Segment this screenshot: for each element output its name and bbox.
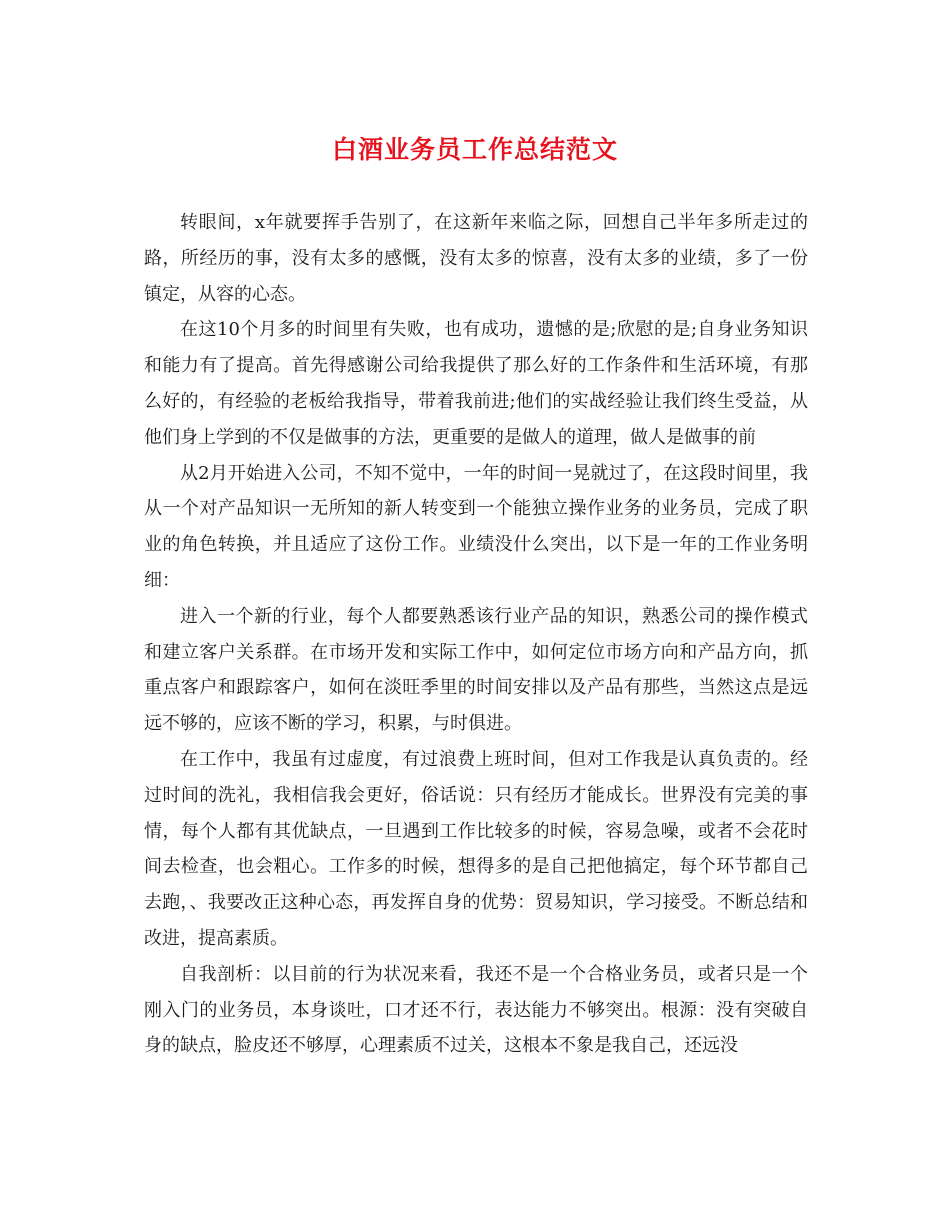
paragraph-4: 进入一个新的行业，每个人都要熟悉该行业产品的知识，熟悉公司的操作模式和建立客户关系群。在市场开发和实际工作中，如何定位市场方向和产品方向，抓重点客户和跟踪客户，如何在淡旺季里的时间安排以及产品有那些，当然这点是远远不够的，应该不断的学习，积累，与时俱进。 [144,605,808,735]
document-title: 白酒业务员工作总结范文 [331,135,618,164]
paragraph-6: 自我剖析：以目前的行为状况来看，我还不是一个合格业务员，或者只是一个刚入门的业务员，本身谈吐，口才还不行，表达能力不够突出。根源：没有突破自身的缺点，脸皮还不够厚，心理素质不过关，这根本不象是我自己，还远没 [144,963,808,1057]
paragraph-1: 转眼间，x年就要挥手告别了，在这新年来临之际，回想自己半年多所走过的路，所经历的事，没有太多的感慨，没有太多的惊喜，没有太多的业绩，多了一份镇定，从容的心态。 [144,212,808,305]
document-body [144,205,808,1064]
paragraph-2: 在这10个月多的时间里有失败，也有成功，遗憾的是;欣慰的是;自身业务知识和能力有了提高。首先得感谢公司给我提供了那么好的工作条件和生活环境，有那么好的，有经验的老板给我指导，带着我前进;他们的实战经验让我们终生受益，从他们身上学到的不仅是做事的方法，更重要的是做人的道理，做人是做事的前 [144,319,808,448]
paragraph-3: 从2月开始进入公司，不知不觉中，一年的时间一晃就过了，在这段时间里，我从一个对产品知识一无所知的新人转变到一个能独立操作业务的业务员，完成了职业的角色转换，并且适应了这份工作。业绩没什么突出，以下是一年的工作业务明细： [144,462,808,591]
paragraph-5: 在工作中，我虽有过虚度，有过浪费上班时间，但对工作我是认真负责的。经过时间的洗礼，我相信我会更好，俗话说：只有经历才能成长。世界没有完美的事情，每个人都有其优缺点，一旦遇到工作比较多的时候，容易急噪，或者不会花时间去检查，也会粗心。工作多的时候，想得多的是自己把他搞定，每个环节都自己去跑，、我要改正这种心态，再发挥自身的优势：贸易知识，学习接受。不断总结和改进，提高素质。 [144,748,808,949]
